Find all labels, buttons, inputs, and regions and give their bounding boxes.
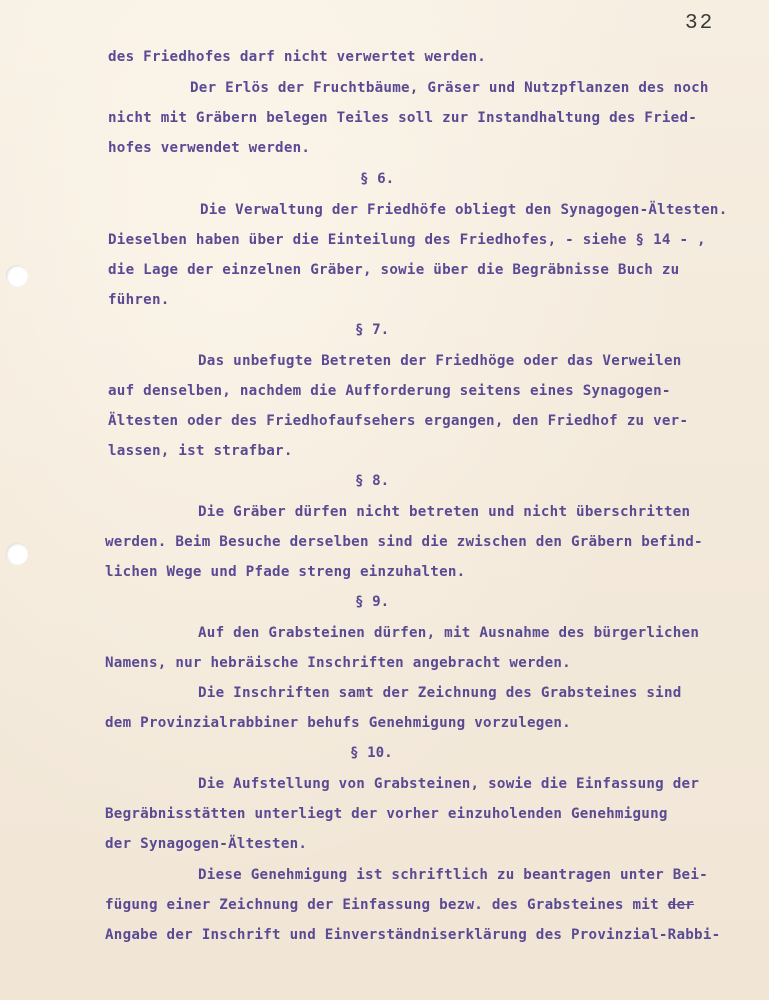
section-heading: § 10. — [350, 745, 393, 761]
text-line: der Synagogen-Ältesten. — [105, 836, 308, 852]
text-line: Die Verwaltung der Friedhöfe obliegt den Synagogen-Ältesten. — [200, 202, 728, 218]
struck-word: der — [667, 897, 695, 913]
text-line: die Lage der einzelnen Gräber, sowie über die Begräbnisse Buch zu — [108, 262, 680, 278]
text-line: Die Inschriften samt der Zeichnung des Grabsteines sind — [198, 685, 682, 701]
text-line: des Friedhofes darf nicht verwertet werden. — [108, 49, 487, 65]
text-line: Namens, nur hebräische Inschriften angebracht werden. — [105, 655, 571, 671]
text-line: Ältesten oder des Friedhofaufsehers ergangen, den Friedhof zu ver- — [108, 413, 689, 429]
text-line: Das unbefugte Betreten der Friedhöge oder das Verweilen — [198, 353, 682, 369]
text-line: Diese Genehmigung ist schriftlich zu beantragen unter Bei- — [198, 867, 708, 883]
text-line: lassen, ist strafbar. — [108, 443, 293, 459]
text-line: führen. — [108, 292, 170, 308]
section-heading: § 7. — [355, 322, 390, 338]
section-heading: § 8. — [355, 473, 390, 489]
text-line — [105, 896, 694, 914]
page-number: 32 — [685, 12, 715, 35]
text-line: dem Provinzialrabbiner behufs Genehmigung vorzulegen. — [105, 715, 571, 731]
text-line: nicht mit Gräbern belegen Teiles soll zur Instandhaltung des Fried- — [108, 110, 698, 126]
text-line: hofes verwendet werden. — [108, 140, 311, 156]
text-line-main: fügung einer Zeichnung der Einfassung bezw. des Grabsteines mit — [105, 897, 659, 913]
text-line: lichen Wege und Pfade streng einzuhalten. — [105, 564, 466, 580]
text-line: Die Gräber dürfen nicht betreten und nicht überschritten — [198, 504, 691, 520]
text-line: Der Erlös der Fruchtbäume, Gräser und Nutzpflanzen des noch — [190, 80, 709, 96]
text-line: Dieselben haben über die Einteilung des Friedhofes, - siehe § 14 - , — [108, 232, 706, 248]
punch-hole-top — [6, 265, 28, 287]
text-line: werden. Beim Besuche derselben sind die zwischen den Gräbern befind- — [105, 534, 703, 550]
text-line: auf denselben, nachdem die Aufforderung seitens eines Synagogen- — [108, 383, 671, 399]
section-heading: § 6. — [360, 171, 395, 187]
text-line: Begräbnisstätten unterliegt der vorher einzuholenden Genehmigung — [105, 806, 668, 822]
section-heading: § 9. — [355, 594, 390, 610]
punch-hole-bottom — [6, 543, 28, 565]
text-line: Die Aufstellung von Grabsteinen, sowie die Einfassung der — [198, 776, 700, 792]
text-line: Auf den Grabsteinen dürfen, mit Ausnahme des bürgerlichen — [198, 625, 700, 641]
text-line: Angabe der Inschrift und Einverständniserklärung des Provinzial-Rabbi- — [105, 927, 721, 943]
